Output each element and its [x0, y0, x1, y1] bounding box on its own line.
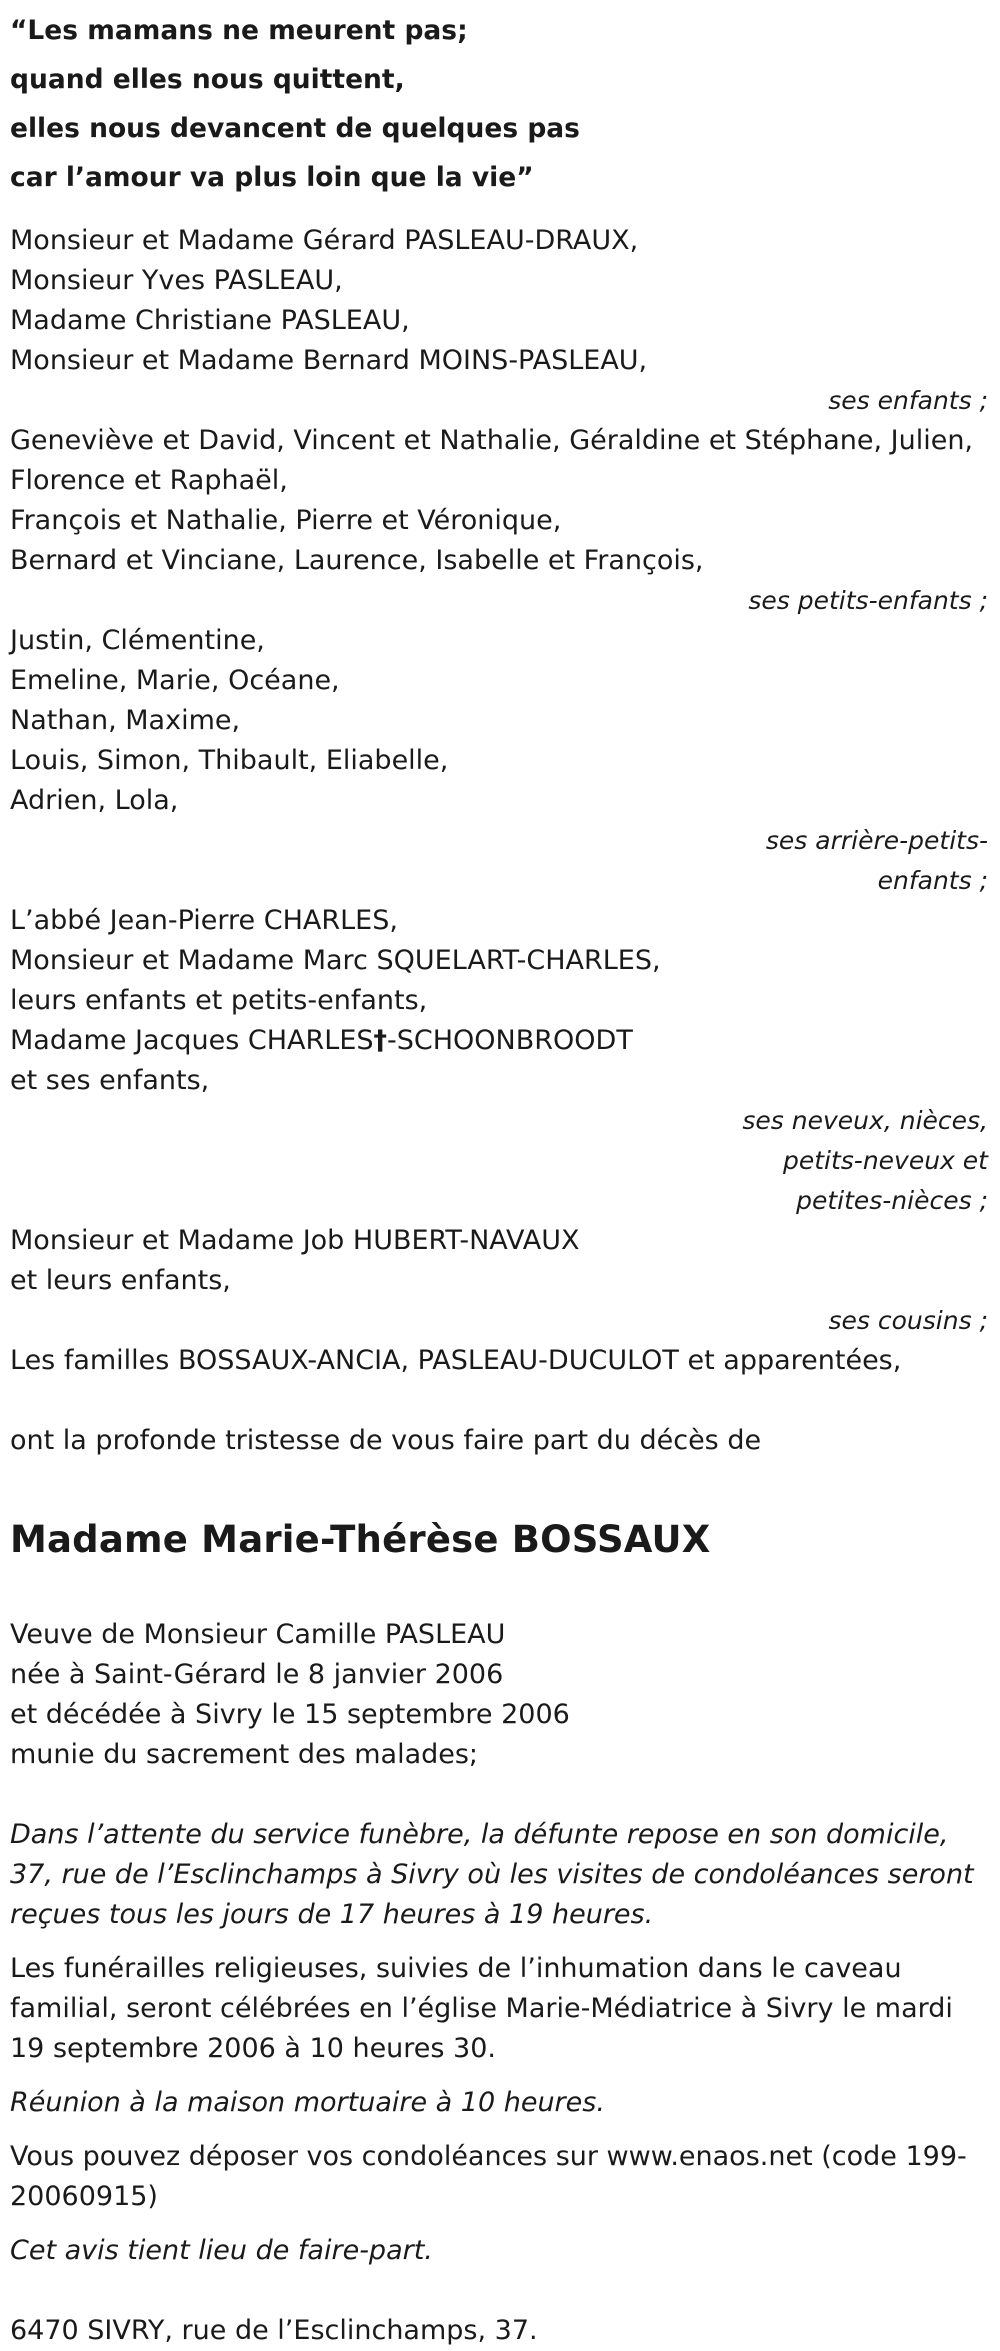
family-line: et ses enfants,: [10, 1065, 210, 1096]
family-line: Monsieur et Madame Gérard PASLEAU-DRAUX,: [10, 225, 639, 256]
family-line-part: Madame Jacques CHARLES: [10, 1025, 374, 1056]
family-line: Monsieur et Madame Job HUBERT-NAVAUX: [10, 1225, 580, 1256]
families-section: [10, 1341, 990, 1381]
family-line: François et Nathalie, Pierre et Véronique,: [10, 505, 562, 536]
visitation-info: Dans l’attente du service funèbre, la défunte repose en son domicile, 37, rue de l’Esclinchamps à Sivry où les visites de condoléances seront reçues tous les jours de 17 heures à 19 heures.: [10, 1819, 974, 1930]
announcement-text: ont la profonde tristesse de vous faire part du décès de: [10, 1425, 762, 1456]
family-line: Madame Christiane PASLEAU,: [10, 305, 410, 336]
deceased-details: [10, 1615, 990, 1775]
detail-line: Veuve de Monsieur Camille PASLEAU: [10, 1619, 506, 1650]
family-line: L’abbé Jean-Pierre CHARLES,: [10, 905, 398, 936]
family-line: Florence et Raphaël,: [10, 465, 288, 496]
condolences-info: Vous pouvez déposer vos condoléances sur www.enaos.net (code 199-20060915): [10, 2141, 967, 2212]
relation-label: ses enfants ;: [828, 386, 988, 415]
cousins-section: [10, 1221, 990, 1341]
children-section: [10, 221, 990, 421]
announcement: [10, 1421, 990, 1461]
relation-label: ses arrière-petits-: [765, 826, 988, 855]
funeral-info: Les funérailles religieuses, suivies de l’inhumation dans le caveau familial, seront célébrées en l’église Marie-Médiatrice à Sivry le mardi 19 septembre 2006 à 10 heures 30.: [10, 1953, 953, 2064]
family-line: Louis, Simon, Thibault, Eliabelle,: [10, 745, 449, 776]
family-line-part: -SCHOONBROODT: [387, 1025, 633, 1056]
deceased-name: Madame Marie-Thérèse BOSSAUX: [10, 1518, 711, 1561]
family-line: Geneviève et David, Vincent et Nathalie, Géraldine et Stéphane, Julien,: [10, 425, 974, 456]
detail-line: munie du sacrement des malades;: [10, 1739, 479, 1770]
family-line: [10, 1021, 990, 1061]
quote-line: elles nous devancent de quelques pas: [10, 113, 580, 144]
family-line: Justin, Clémentine,: [10, 625, 265, 656]
opening-quote: [10, 6, 990, 202]
family-line: Emeline, Marie, Océane,: [10, 665, 340, 696]
relation-label: enfants ;: [877, 866, 988, 895]
quote-line: “Les mamans ne meurent pas;: [10, 15, 468, 46]
notice-info: Cet avis tient lieu de faire-part.: [10, 2235, 433, 2266]
family-line: leurs enfants et petits-enfants,: [10, 985, 428, 1016]
relation-label: petites-nièces ;: [796, 1186, 988, 1215]
family-line: Bernard et Vinciane, Laurence, Isabelle et François,: [10, 545, 704, 576]
cross-icon: †: [373, 1025, 388, 1056]
detail-line: née à Saint-Gérard le 8 janvier 2006: [10, 1659, 504, 1690]
relation-label: ses cousins ;: [828, 1306, 988, 1335]
family-line: et leurs enfants,: [10, 1265, 231, 1296]
grandchildren-section: [10, 421, 990, 621]
relation-label: petits-neveux et: [782, 1146, 988, 1175]
relation-label: ses petits-enfants ;: [748, 586, 988, 615]
address: 6470 SIVRY, rue de l’Esclinchamps, 37.: [10, 2315, 538, 2346]
detail-line: et décédée à Sivry le 15 septembre 2006: [10, 1699, 570, 1730]
family-line: Monsieur et Madame Bernard MOINS-PASLEAU,: [10, 345, 648, 376]
relation-label: ses neveux, nièces,: [742, 1106, 988, 1135]
family-line: Nathan, Maxime,: [10, 705, 241, 736]
family-line: Monsieur Yves PASLEAU,: [10, 265, 343, 296]
quote-line: quand elles nous quittent,: [10, 64, 405, 95]
family-line: Monsieur et Madame Marc SQUELART-CHARLES,: [10, 945, 661, 976]
great-grandchildren-section: [10, 621, 990, 901]
family-line: Adrien, Lola,: [10, 785, 179, 816]
nephews-section: [10, 901, 990, 1221]
meeting-info: Réunion à la maison mortuaire à 10 heures.: [10, 2087, 605, 2118]
quote-line: car l’amour va plus loin que la vie”: [10, 162, 534, 193]
family-line: Les familles BOSSAUX-ANCIA, PASLEAU-DUCULOT et apparentées,: [10, 1345, 902, 1376]
